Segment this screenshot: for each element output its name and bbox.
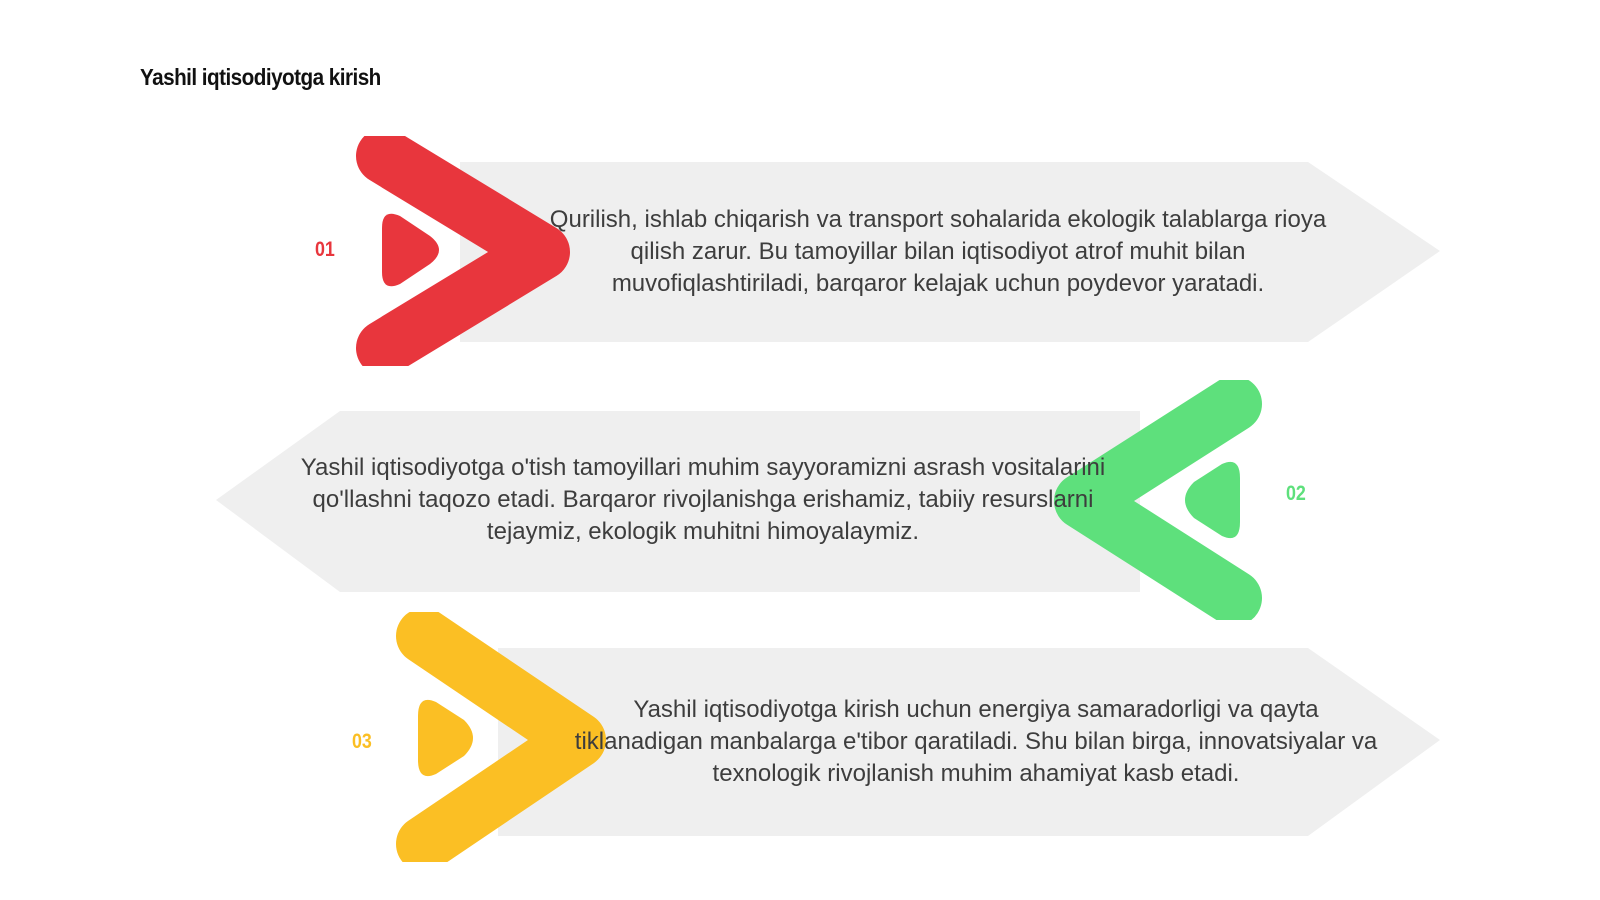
step-1-number: 01 xyxy=(315,238,335,261)
step-3-text-content: Yashil iqtisodiyotga kirish uchun energiya samaradorligi va qayta tiklanadigan manbalarga e'tibor qaratiladi. Shu bilan birga, innovatsiyalar va texnologik rivojlanish muhim ahamiyat kasb etadi. xyxy=(574,696,1378,787)
process-step-1 xyxy=(0,136,1600,366)
step-1-play-icon xyxy=(382,214,439,287)
step-3-text xyxy=(566,668,1386,816)
slide-title: Yashil iqtisodiyotga kirish xyxy=(140,64,381,90)
step-1-text-content: Qurilish, ishlab chiqarish va transport sohalarida ekologik talablarga rioya qilish zarur. Bu tamoyillar bilan iqtisodiyot atrof muhit bilan muvofiqlashtiriladi, barqaror kelajak uchun poydevor yaratadi. xyxy=(549,206,1327,297)
step-1-text xyxy=(530,188,1346,316)
step-2-number: 02 xyxy=(1286,482,1306,505)
process-step-3 xyxy=(0,612,1600,862)
step-3-number: 03 xyxy=(352,730,372,753)
step-3-play-icon xyxy=(418,700,473,776)
step-2-text-content: Yashil iqtisodiyotga o'tish tamoyillari muhim sayyoramizni asrash vositalarini qo'llashni taqozo etadi. Barqaror rivojlanishga erishamiz, tabiiy resurslarni tejaymiz, ekologik muhitni himoyalaymiz. xyxy=(300,454,1106,545)
step-2-text xyxy=(300,426,1106,574)
step-2-play-icon xyxy=(1185,462,1240,538)
process-step-2 xyxy=(0,380,1600,620)
